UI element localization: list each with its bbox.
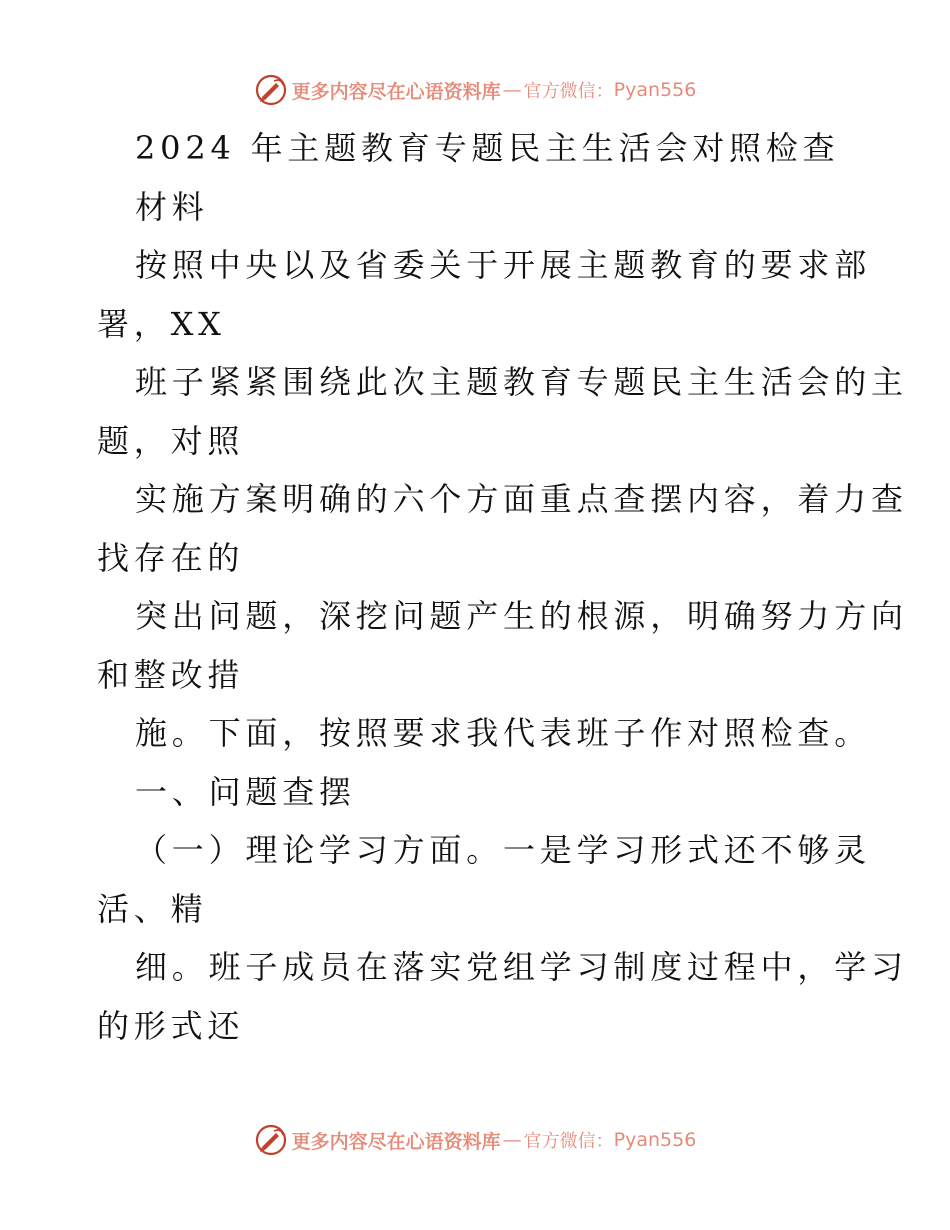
watermark-main-text: 更多内容尽在心语资料库 [291, 1130, 501, 1153]
watermark-wechat-id: Pyan556 [613, 79, 697, 101]
paragraph-line: 题，对照 [97, 422, 245, 460]
section-heading: 一、问题查摆 [135, 773, 356, 811]
paragraph-line: 按照中央以及省委关于开展主题教育的要求部 [135, 246, 872, 284]
paragraph-line: 实施方案明确的六个方面重点查摆内容，着力查 [135, 480, 908, 518]
watermark-separator: — [502, 79, 522, 101]
header-watermark [0, 70, 950, 110]
paragraph-line: 署，XX [97, 305, 226, 343]
paragraph-line: 和整改措 [97, 656, 245, 694]
paragraph-line: 细。班子成员在落实党组学习制度过程中，学习 [135, 948, 908, 986]
pen-logo-icon [254, 73, 288, 107]
document-title: 2024 年主题教育专题民主生活会对照检查 [135, 129, 840, 167]
paragraph-line: 突出问题，深挖问题产生的根源，明确努力方向 [135, 597, 908, 635]
document-title-continued: 材料 [135, 188, 209, 226]
paragraph-line: 活、精 [97, 890, 208, 928]
watermark-main-text: 更多内容尽在心语资料库 [291, 80, 501, 103]
watermark-wechat-id: Pyan556 [613, 1129, 697, 1151]
watermark-wechat-label: 官方微信： [523, 1131, 614, 1152]
footer-watermark [0, 1120, 950, 1160]
pen-logo-icon [254, 1123, 288, 1157]
paragraph-line: 班子紧紧围绕此次主题教育专题民主生活会的主 [135, 363, 908, 401]
paragraph-line: 的形式还 [97, 1007, 245, 1045]
paragraph-line: 施。下面，按照要求我代表班子作对照检查。 [135, 714, 872, 752]
paragraph-line: 找存在的 [97, 539, 245, 577]
watermark-wechat-label: 官方微信： [523, 81, 614, 102]
paragraph-line: （一）理论学习方面。一是学习形式还不够灵 [135, 831, 872, 869]
watermark-separator: — [502, 1129, 522, 1151]
